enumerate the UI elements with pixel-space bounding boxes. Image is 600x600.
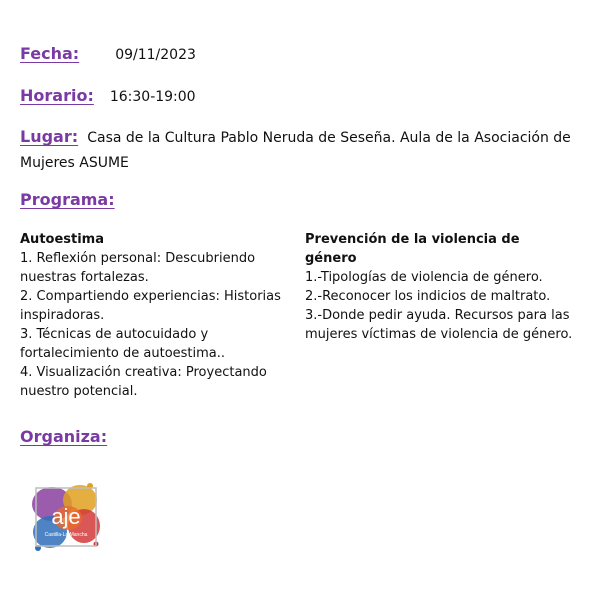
program-item: 1.-Tipologías de violencia de género. [305, 270, 543, 285]
logo-subtext: Castilla-La Mancha [44, 532, 88, 538]
lugar-value: Casa de la Cultura Pablo Neruda de Seseña. Aula de la Asociación de Mujeres ASUME [20, 130, 571, 171]
fecha-label: Fecha: [20, 44, 80, 63]
program-item: 3.-Donde pedir ayuda. Recursos para las mujeres víctimas de violencia de género. [305, 308, 573, 342]
fecha-row [20, 44, 196, 63]
program-column-prevencion [305, 230, 575, 344]
horario-label: Horario: [20, 86, 94, 105]
program-item: 4. Visualización creativa: Proyectando nuestro potencial. [20, 365, 267, 399]
column-title: Prevención de la violencia de género [305, 232, 520, 266]
logo-text: aje [51, 504, 81, 529]
column-title: Autoestima [20, 232, 105, 247]
horario-value: 16:30-19:00 [109, 89, 196, 105]
aje-logo [30, 478, 102, 556]
program-item: 3. Técnicas de autocuidado y fortalecimiento de autoestima.. [20, 327, 226, 361]
organiza-label: Organiza: [20, 427, 108, 446]
fecha-value: 09/11/2023 [115, 47, 196, 63]
lugar-label: Lugar: [20, 127, 79, 146]
lugar-block [20, 125, 580, 175]
horario-row [20, 86, 196, 105]
program-column-autoestima [20, 230, 285, 401]
program-item: 1. Reflexión personal: Descubriendo nuestras fortalezas. [20, 251, 256, 285]
programa-label: Programa: [20, 190, 115, 209]
program-item: 2. Compartiendo experiencias: Historias inspiradoras. [20, 289, 281, 323]
program-item: 2.-Reconocer los indicios de maltrato. [305, 289, 551, 304]
